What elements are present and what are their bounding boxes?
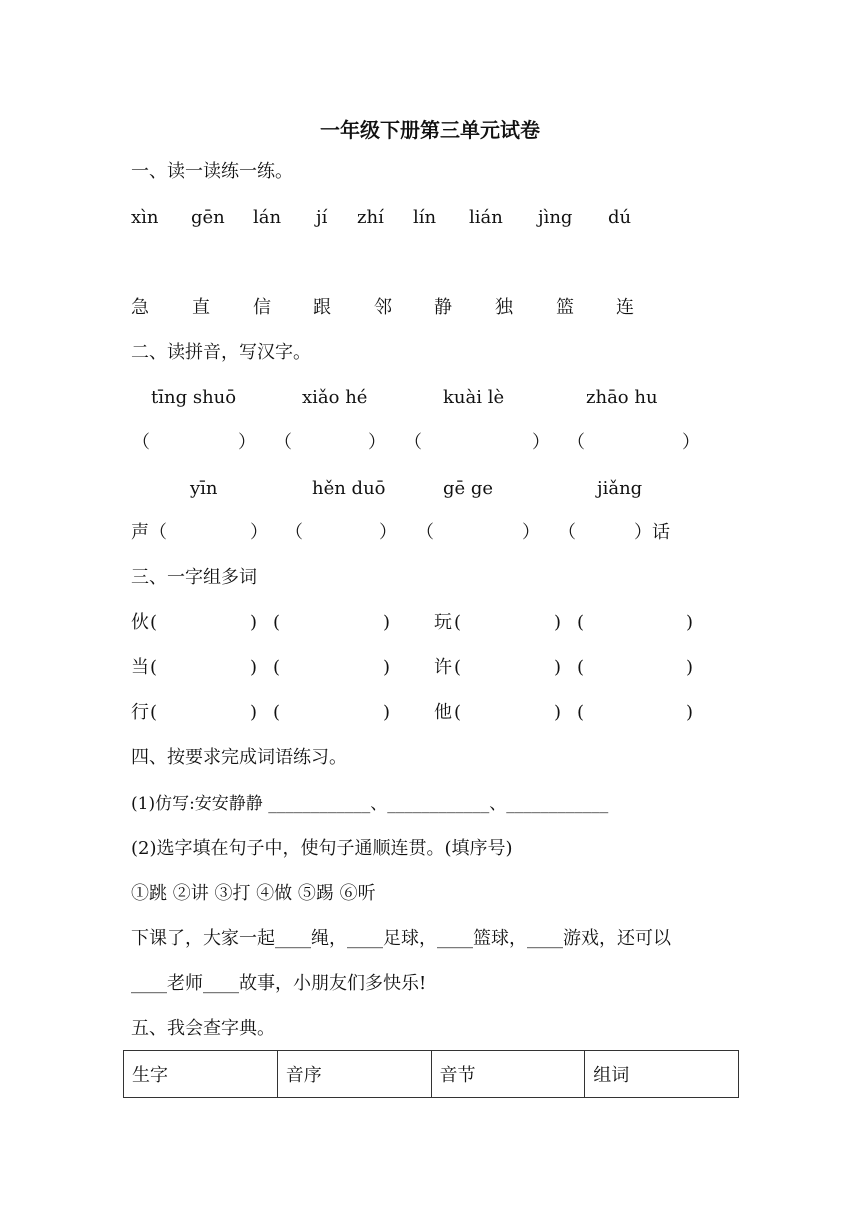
suffix-char: ）话: [634, 522, 670, 543]
open-paren: (: [454, 702, 462, 723]
pinyin-item: kuài lè: [443, 387, 505, 408]
pinyin-item: tīng shuō: [151, 387, 237, 408]
pinyin-item: jí: [316, 207, 328, 228]
close-paren: ): [383, 612, 391, 633]
open-paren: (: [273, 702, 281, 723]
pinyin-item: dú: [608, 207, 632, 228]
table-header-row: [124, 1051, 739, 1098]
hanzi-item: 信: [253, 297, 271, 318]
pinyin-item: xìn: [131, 207, 159, 228]
close-paren: ): [250, 612, 258, 633]
group-char: 玩: [434, 612, 452, 633]
question-fill-choice: (2)选字填在句子中，使句子通顺连贯。(填序号): [131, 838, 513, 859]
word-group-row: [0, 701, 860, 725]
dictionary-table: [123, 1050, 739, 1098]
open-paren: (: [150, 702, 158, 723]
group-char: 当: [131, 657, 149, 678]
close-paren: ）: [238, 432, 256, 453]
table-header-cell: 生字: [124, 1051, 278, 1098]
open-paren: (: [577, 657, 585, 678]
close-paren: ): [250, 702, 258, 723]
pinyin-item: lán: [253, 207, 282, 228]
group-char: 他: [434, 702, 452, 723]
prefix-char: 声（: [131, 522, 167, 543]
pinyin-item: zhí: [357, 207, 384, 228]
pinyin-item: lián: [469, 207, 503, 228]
open-paren: （: [567, 432, 585, 453]
section1-chars-row: [0, 296, 860, 320]
open-paren: (: [273, 612, 281, 633]
table-header-cell: 组词: [585, 1051, 739, 1098]
section4-heading: 四、按要求完成词语练习。: [131, 747, 347, 768]
section2-heading: 二、读拼音，写汉字。: [131, 342, 311, 363]
group-char: 行: [131, 702, 149, 723]
close-paren: ): [686, 657, 694, 678]
close-paren: ): [686, 702, 694, 723]
open-paren: (: [577, 702, 585, 723]
section2-pinyin-row-2: [0, 477, 860, 501]
hanzi-item: 直: [192, 297, 210, 318]
open-paren: (: [273, 657, 281, 678]
pinyin-item: gē ge: [443, 478, 494, 499]
close-paren: ): [554, 702, 562, 723]
table-header-cell: 音节: [431, 1051, 585, 1098]
pinyin-item: lín: [413, 207, 437, 228]
close-paren: ）: [682, 432, 700, 453]
open-paren: （: [285, 522, 303, 543]
section2-pinyin-row-1: [0, 386, 860, 410]
word-group-row: [0, 656, 860, 680]
open-paren: (: [577, 612, 585, 633]
fill-sentence-1: 下课了，大家一起____绳，____足球，____篮球，____游戏，还可以: [131, 928, 671, 949]
close-paren: ）: [522, 522, 540, 543]
hanzi-item: 连: [616, 297, 634, 318]
close-paren: ): [554, 657, 562, 678]
pinyin-item: xiǎo hé: [302, 387, 368, 408]
open-paren: （: [132, 432, 150, 453]
question-imitate: (1)仿写:安安静静 ____________、____________、____________: [131, 794, 609, 814]
open-paren: （: [416, 522, 434, 543]
close-paren: ）: [250, 522, 268, 543]
fill-sentence-2: ____老师____故事，小朋友们多快乐!: [131, 973, 427, 994]
group-char: 伙: [131, 612, 149, 633]
page-title: 一年级下册第三单元试卷: [320, 118, 540, 142]
close-paren: ): [383, 702, 391, 723]
close-paren: ）: [379, 522, 397, 543]
pinyin-item: yīn: [190, 478, 218, 499]
open-paren: (: [150, 612, 158, 633]
pinyin-item: hěn duō: [312, 478, 386, 499]
pinyin-item: jiǎng: [597, 478, 643, 499]
section2-blank-row-1: [0, 431, 860, 455]
table-header-cell: 音序: [277, 1051, 431, 1098]
group-char: 许: [434, 657, 452, 678]
hanzi-item: 独: [495, 297, 513, 318]
word-group-row: [0, 611, 860, 635]
close-paren: ): [686, 612, 694, 633]
hanzi-item: 静: [434, 297, 452, 318]
open-paren: （: [404, 432, 422, 453]
section2-blank-row-2: [0, 521, 860, 545]
hanzi-item: 篮: [556, 297, 574, 318]
close-paren: ): [250, 657, 258, 678]
choice-options: ①跳 ②讲 ③打 ④做 ⑤踢 ⑥听: [131, 883, 376, 904]
hanzi-item: 邻: [374, 297, 392, 318]
close-paren: ）: [368, 432, 386, 453]
close-paren: ）: [532, 432, 550, 453]
section1-heading: 一、读一读练一练。: [131, 161, 293, 182]
section1-pinyin-row: [0, 206, 860, 230]
close-paren: ): [554, 612, 562, 633]
pinyin-item: gēn: [191, 207, 225, 228]
close-paren: ): [383, 657, 391, 678]
section5-heading: 五、我会查字典。: [131, 1018, 275, 1039]
hanzi-item: 跟: [313, 297, 331, 318]
open-paren: （: [274, 432, 292, 453]
hanzi-item: 急: [131, 297, 149, 318]
pinyin-item: jìng: [538, 207, 573, 228]
open-paren: （: [558, 522, 576, 543]
open-paren: (: [454, 612, 462, 633]
open-paren: (: [150, 657, 158, 678]
section3-heading: 三、一字组多词: [131, 567, 257, 588]
pinyin-item: zhāo hu: [586, 387, 658, 408]
open-paren: (: [454, 657, 462, 678]
